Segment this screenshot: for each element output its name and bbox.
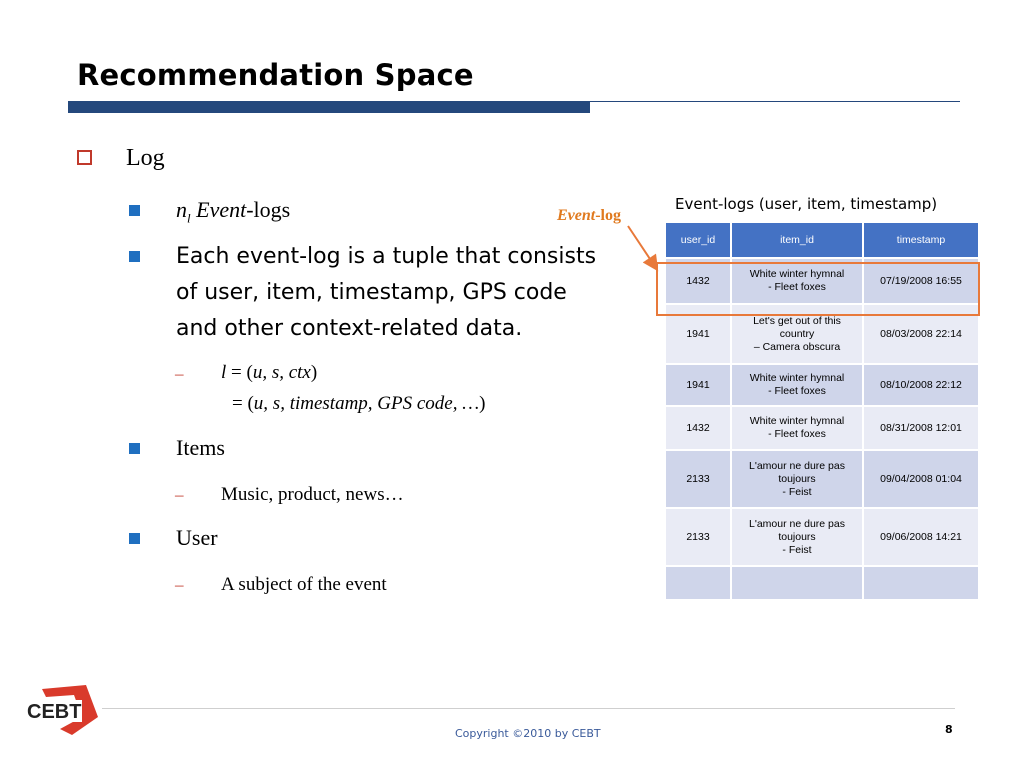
sub-bullet-formula-1 xyxy=(221,362,317,384)
var-l-sub: l xyxy=(187,210,191,226)
square-bullet-icon xyxy=(129,205,140,216)
var-l: l xyxy=(221,362,227,383)
table-row xyxy=(665,450,979,508)
close-paren: ) xyxy=(310,362,318,383)
header-user-id: user_id xyxy=(665,222,731,258)
formula-vars-1: u, s, ctx xyxy=(252,362,311,383)
cell-timestamp: 08/10/2008 22:12 xyxy=(863,364,979,406)
cell-user-id: 1432 xyxy=(665,406,731,450)
checkbox-bullet-icon xyxy=(77,150,92,165)
cebt-logo xyxy=(24,683,104,739)
cell-item-id: L'amour ne dure pas toujours - Feist xyxy=(731,450,863,508)
title-underline-thin xyxy=(590,101,960,102)
title-underline-thick xyxy=(68,101,590,113)
highlight-box xyxy=(656,262,980,316)
sub-bullet-user: A subject of the event xyxy=(221,574,387,595)
dash-bullet-icon: – xyxy=(175,364,184,383)
logo-text: CEBT xyxy=(27,701,82,723)
equals-paren: = ( xyxy=(226,362,253,383)
event-log-label xyxy=(557,207,621,225)
footer-divider xyxy=(102,708,955,709)
header-timestamp: timestamp xyxy=(863,222,979,258)
cell-timestamp: 09/04/2008 01:04 xyxy=(863,450,979,508)
cell-item-id: White winter hymnal - Fleet foxes xyxy=(731,258,863,304)
cell-timestamp: 07/19/2008 16:55 xyxy=(863,258,979,304)
table-row xyxy=(665,566,979,600)
table-row xyxy=(665,508,979,566)
cell-user-id: 2133 xyxy=(665,450,731,508)
page-number: 8 xyxy=(945,723,953,736)
cell-user-id: 2133 xyxy=(665,508,731,566)
bullet-tuple-description xyxy=(176,239,636,347)
bullet-log: Log xyxy=(126,145,165,171)
bullet-user: User xyxy=(176,525,218,550)
tuple-line-1: Each event-log is a tuple that consists xyxy=(176,244,597,269)
event-label-italic: Event xyxy=(557,207,596,224)
slide-title: Recommendation Space xyxy=(77,58,474,92)
cell-item-id xyxy=(731,566,863,600)
copyright: Copyright ©2010 by CEBT xyxy=(455,727,601,740)
cell-user-id xyxy=(665,566,731,600)
table-header-row xyxy=(665,222,979,258)
cell-user-id: 1941 xyxy=(665,364,731,406)
dash-bullet-icon: – xyxy=(175,485,184,504)
cell-item-id: White winter hymnal - Fleet foxes xyxy=(731,406,863,450)
cell-item-id: White winter hymnal - Fleet foxes xyxy=(731,364,863,406)
cell-timestamp xyxy=(863,566,979,600)
log-label: -log xyxy=(595,207,621,224)
sub-bullet-formula-2 xyxy=(232,393,485,415)
sub-bullet-items: Music, product, news… xyxy=(221,484,404,505)
close-paren-2: ) xyxy=(479,393,486,414)
equals-paren-2: = ( xyxy=(232,393,254,414)
table-row xyxy=(665,364,979,406)
event-word: Event xyxy=(196,197,247,222)
cell-user-id: 1941 xyxy=(665,304,731,364)
bullet-items: Items xyxy=(176,435,225,460)
table-caption: Event-logs (user, item, timestamp) xyxy=(675,195,938,213)
cell-item-id: L'amour ne dure pas toujours - Feist xyxy=(731,508,863,566)
header-item-id: item_id xyxy=(731,222,863,258)
bullet-event-logs xyxy=(176,197,290,226)
cell-user-id: 1432 xyxy=(665,258,731,304)
square-bullet-icon xyxy=(129,443,140,454)
formula-vars-2: u, s, timestamp, GPS code, … xyxy=(253,393,480,414)
table-row xyxy=(665,406,979,450)
pointer-arrow-icon xyxy=(620,222,670,282)
tuple-line-3: and other context-related data. xyxy=(176,316,523,341)
cell-timestamp: 08/31/2008 12:01 xyxy=(863,406,979,450)
square-bullet-icon xyxy=(129,251,140,262)
square-bullet-icon xyxy=(129,533,140,544)
cell-timestamp: 09/06/2008 14:21 xyxy=(863,508,979,566)
cell-timestamp: 08/03/2008 22:14 xyxy=(863,304,979,364)
dash-bullet-icon: – xyxy=(175,575,184,594)
var-n: n xyxy=(176,197,187,222)
cell-item-id: Let's get out of this country – Camera obscura xyxy=(731,304,863,364)
logs-word: -logs xyxy=(246,197,291,222)
tuple-line-2: of user, item, timestamp, GPS code xyxy=(176,280,567,305)
